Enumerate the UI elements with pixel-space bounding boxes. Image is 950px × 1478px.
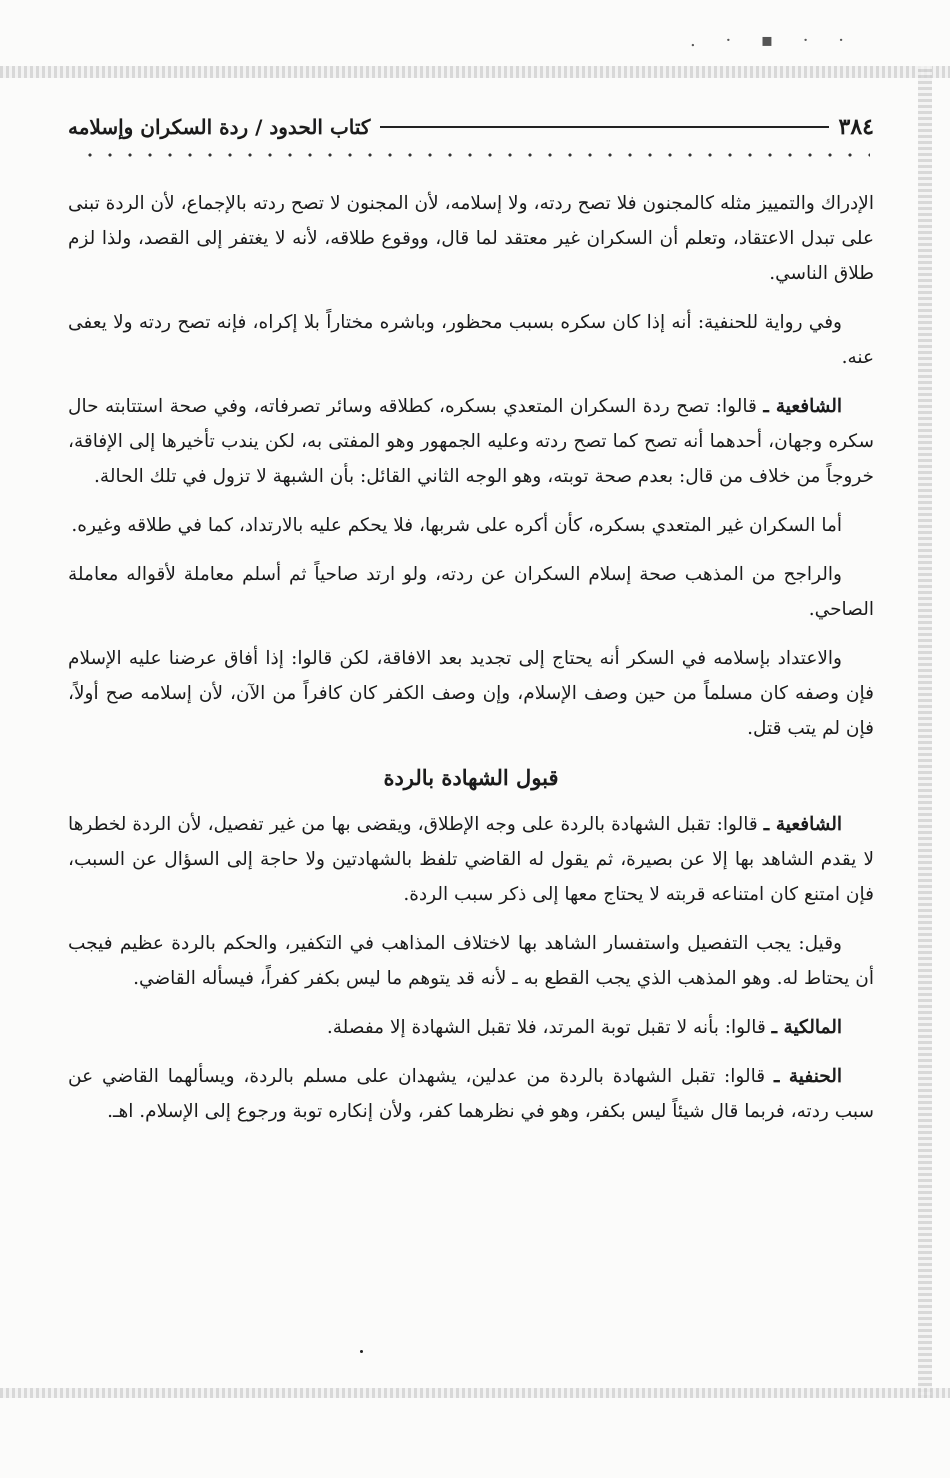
paragraph-text: قالوا: تصح ردة السكران المتعدي بسكره، كطلاقه وسائر تصرفاته، وفي صحة استتابته حال سكره وجهان، أحدهما أنه تصح كما تصح ردته وعليه الجمهور وهو المفتى به، لكن يندب تأخيرها إلى الإفاقة، خروجاً من خلاف من قال: بعدم صحة توبته، وهو الوجه الثاني القائل: بأن الشبهة لا تزول في تلك الحالة. <box>68 396 874 487</box>
paragraph-text: والراجح من المذهب صحة إسلام السكران عن ردته، ولو ارتد صاحياً ثم أسلم معاملة لأقواله معاملة الصاحي. <box>68 564 874 620</box>
paragraph-text: والاعتداد بإسلامه في السكر أنه يحتاج إلى تجديد بعد الافاقة، لكن قالوا: إذا أفاق عرضنا عليه الإسلام فإن وصفه كان مسلماً من حين وصف الإسلام، وإن وصف الكفر كان كافراً من الآن، لأن إسلامه صح أولاً، فإن لم يتب قتل. <box>68 648 874 739</box>
header-rule <box>380 126 828 128</box>
paragraph-text: وفي رواية للحنفية: أنه إذا كان سكره بسبب محظور، وباشره مختاراً بلا إكراه، فإنه تصح ردته ولا يعفى عنه. <box>68 312 874 368</box>
section-heading: قبول الشهادة بالردة <box>383 765 559 790</box>
side-border-ornament <box>918 66 932 1398</box>
paragraph-text: قالوا: بأنه لا تقبل توبة المرتد، فلا تقبل الشهادة إلا مفصلة. <box>326 1017 772 1038</box>
school-label: المالكية ـ <box>771 1017 842 1038</box>
paragraph <box>68 186 874 291</box>
school-label: الشافعية ـ <box>763 814 843 835</box>
school-label: الشافعية ـ <box>763 396 843 417</box>
school-label: الحنفية ـ <box>773 1066 842 1087</box>
dotted-separator <box>80 150 870 160</box>
page-header <box>68 112 874 142</box>
bottom-border-ornament <box>0 1388 950 1398</box>
paragraph <box>68 305 874 375</box>
paragraph <box>68 557 874 627</box>
paragraph-text: قالوا: تقبل الشهادة بالردة على وجه الإطلاق، ويقضى بها من غير تفصيل، لأن الردة لخطرها لا يقدم الشاهد بها إلا عن بصيرة، ثم يقول له القاضي تلفظ بالشهادتين ولا حاجة إلى السؤال عن السبب، فإن امتنع كان امتناعه قربته لا يحتاج معها إلى ذكر سبب الردة. <box>68 814 874 905</box>
paragraph <box>68 389 874 494</box>
top-border-ornament <box>0 66 950 78</box>
paragraph <box>68 641 874 746</box>
running-title: كتاب الحدود / ردة السكران وإسلامه <box>68 115 371 139</box>
scan-specks: · · ▪ · . <box>690 30 856 51</box>
scan-speck <box>360 1350 363 1353</box>
paragraph <box>68 807 874 912</box>
paragraph <box>68 1059 874 1129</box>
paragraph-text: الإدراك والتمييز مثله كالمجنون فلا تصح ردته، ولا إسلامه، لأن المجنون لا تصح ردته بالإجماع، لأن الردة تبنى على تبدل الاعتقاد، وتعلم أن السكران غير معتقد لما قال، ووقوع طلاقه، لأنه لا يغتفر إلى القصد، ولذا لزم طلاق الناسي. <box>68 193 874 284</box>
paragraph <box>68 508 874 543</box>
paragraph-text: أما السكران غير المتعدي بسكره، كأن أكره على شربها، فلا يحكم عليه بالارتداد، كما في طلاقه وغيره. <box>71 515 842 536</box>
paragraph-text: قالوا: تقبل الشهادة بالردة من عدلين، يشهدان على مسلم بالردة، ويسألهما القاضي عن سبب ردته، فربما قال شيئاً ليس بكفر، وهو في نظرهما كفر، ولأن إنكاره توبة ورجوع إلى الإسلام. اهـ. <box>68 1066 874 1122</box>
paragraph <box>68 926 874 996</box>
page-body <box>68 186 874 1143</box>
paragraph-text: وقيل: يجب التفصيل واستفسار الشاهد بها لاختلاف المذاهب في التكفير، والحكم بالردة عظيم فيجب أن يحتاط له. وهو المذهب الذي يجب القطع به ـ لأنه قد يتوهم ما ليس بكفر كفراً، فيسأله القاضي. <box>68 933 874 989</box>
page-number: ٣٨٤ <box>838 114 874 140</box>
paragraph <box>68 1010 874 1045</box>
